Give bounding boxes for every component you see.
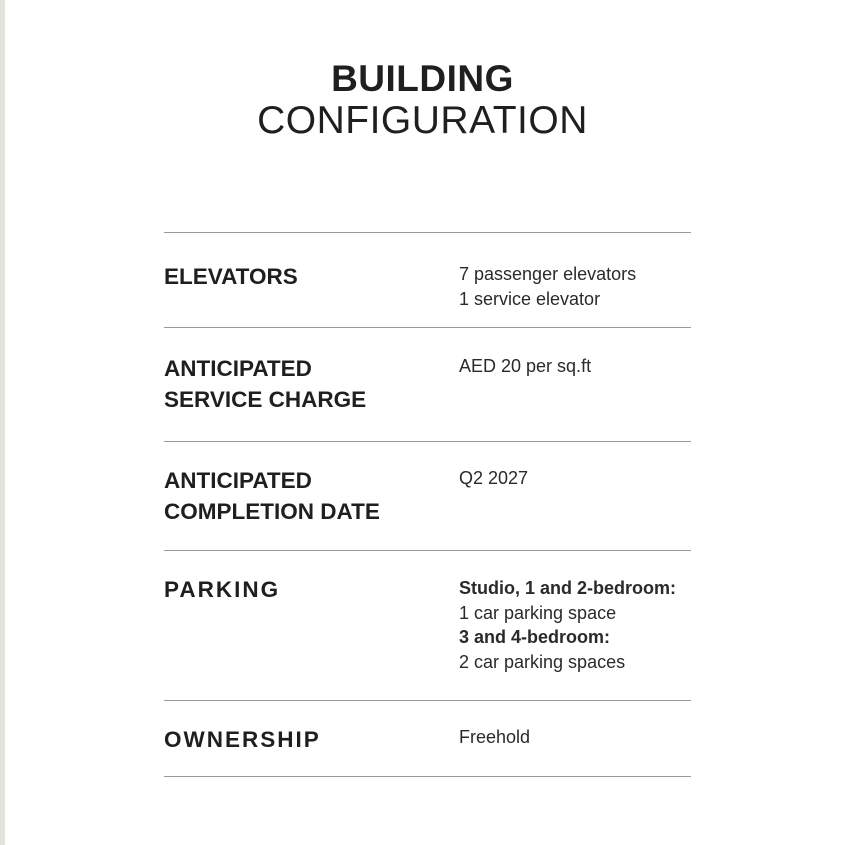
row-value-ownership [459, 725, 530, 750]
value-line: Q2 2027 [459, 468, 529, 488]
value-line: 1 car parking space [459, 602, 617, 623]
row-value-completion-date [459, 466, 528, 491]
divider [164, 700, 691, 701]
divider [164, 550, 691, 551]
row-label-completion-date [164, 465, 380, 527]
label-line: OWNERSHIP [164, 727, 321, 752]
value-line: 7 passenger elevators [459, 264, 637, 284]
row-label-elevators [164, 261, 298, 292]
row-value-service-charge [459, 354, 591, 379]
value-line: 2 car parking spaces [459, 651, 626, 672]
divider [164, 232, 691, 233]
label-line: SERVICE CHARGE [164, 387, 367, 412]
row-label-service-charge [164, 353, 366, 415]
row-value-elevators [459, 262, 636, 311]
label-line: PARKING [164, 577, 281, 602]
row-label-parking [164, 574, 280, 605]
value-line-bold: Studio, 1 and 2-bedroom: [459, 578, 677, 598]
label-line: ANTICIPATED [164, 468, 312, 493]
value-line: 1 service elevator [459, 288, 601, 309]
value-line-bold: 3 and 4-bedroom: [459, 627, 611, 647]
row-value-parking [459, 576, 676, 674]
value-line: AED 20 per sq.ft [459, 356, 592, 376]
value-line: Freehold [459, 727, 531, 747]
row-label-ownership [164, 724, 321, 755]
title-light: CONFIGURATION [257, 99, 588, 142]
divider [164, 327, 691, 328]
divider [164, 441, 691, 442]
label-line: ELEVATORS [164, 264, 298, 289]
divider [164, 776, 691, 777]
label-line: ANTICIPATED [164, 356, 312, 381]
page-title [0, 58, 845, 142]
title-bold: BUILDING [331, 58, 514, 99]
label-line: COMPLETION DATE [164, 499, 380, 524]
